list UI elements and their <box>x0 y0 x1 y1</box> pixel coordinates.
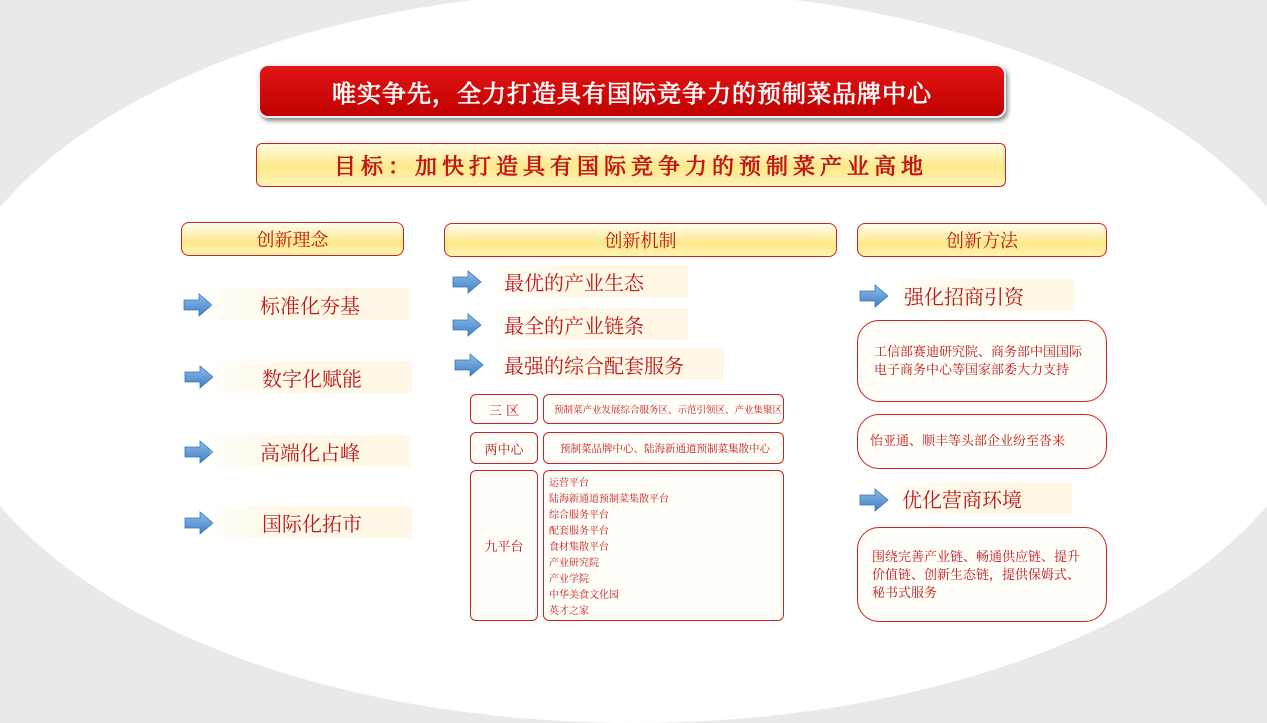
platform-item: 综合服务平台 <box>549 510 609 521</box>
platform-item: 产业研究院 <box>549 558 599 569</box>
platform-item: 食材集散平台 <box>549 542 609 553</box>
three-zones-text: 预制菜产业发展综合服务区、示范引领区、产业集聚区 <box>543 394 784 424</box>
mechanism-item: 最强的综合配套服务 <box>496 348 724 380</box>
mechanism-item: 最优的产业生态 <box>496 265 688 297</box>
arrow-icon <box>452 313 482 337</box>
business-environment-heading: 优化营商环境 <box>896 482 1072 514</box>
platform-item: 配套服务平台 <box>549 526 609 537</box>
arrow-icon <box>452 270 482 294</box>
three-zones-label: 三 区 <box>470 394 538 424</box>
arrow-icon <box>859 284 889 308</box>
innovation-concept-header: 创新理念 <box>181 222 404 256</box>
platform-item: 运营平台 <box>549 478 589 489</box>
arrow-icon <box>183 293 213 317</box>
concept-item: 高端化占峰 <box>210 435 410 467</box>
ministry-support-box: 工信部赛迪研究院、商务部中国国际电子商务中心等国家部委大力支持 <box>857 320 1107 402</box>
concept-item: 标准化夯基 <box>210 288 410 320</box>
platform-item: 中华美食文化园 <box>549 590 619 601</box>
nine-platforms-list <box>543 470 784 621</box>
concept-item: 国际化拓市 <box>212 506 412 538</box>
platform-item: 产业学院 <box>549 574 589 585</box>
goal-banner: 目标：加快打造具有国际竞争力的预制菜产业高地 <box>256 143 1006 187</box>
innovation-method-header: 创新方法 <box>857 223 1107 257</box>
two-centers-text: 预制菜品牌中心、陆海新通道预制菜集散中心 <box>543 432 784 464</box>
platform-item: 英才之家 <box>549 606 589 617</box>
arrow-icon <box>454 353 484 377</box>
main-title-banner: 唯实争先，全力打造具有国际竞争力的预制菜品牌中心 <box>258 64 1006 118</box>
arrow-icon <box>184 365 214 389</box>
investment-heading: 强化招商引资 <box>898 279 1074 311</box>
two-centers-label: 两中心 <box>470 432 538 464</box>
mechanism-item: 最全的产业链条 <box>496 308 688 340</box>
service-box: 围绕完善产业链、畅通供应链、提升价值链、创新生态链，提供保姆式、秘书式服务 <box>857 527 1107 622</box>
nine-platforms-label: 九平台 <box>470 470 538 621</box>
concept-item: 数字化赋能 <box>212 361 412 393</box>
innovation-mechanism-header: 创新机制 <box>444 223 837 257</box>
arrow-icon <box>184 511 214 535</box>
arrow-icon <box>859 488 889 512</box>
platform-item: 陆海新通道预制菜集散平台 <box>549 494 669 505</box>
enterprises-box: 怡亚通、顺丰等头部企业纷至沓来 <box>857 414 1107 469</box>
